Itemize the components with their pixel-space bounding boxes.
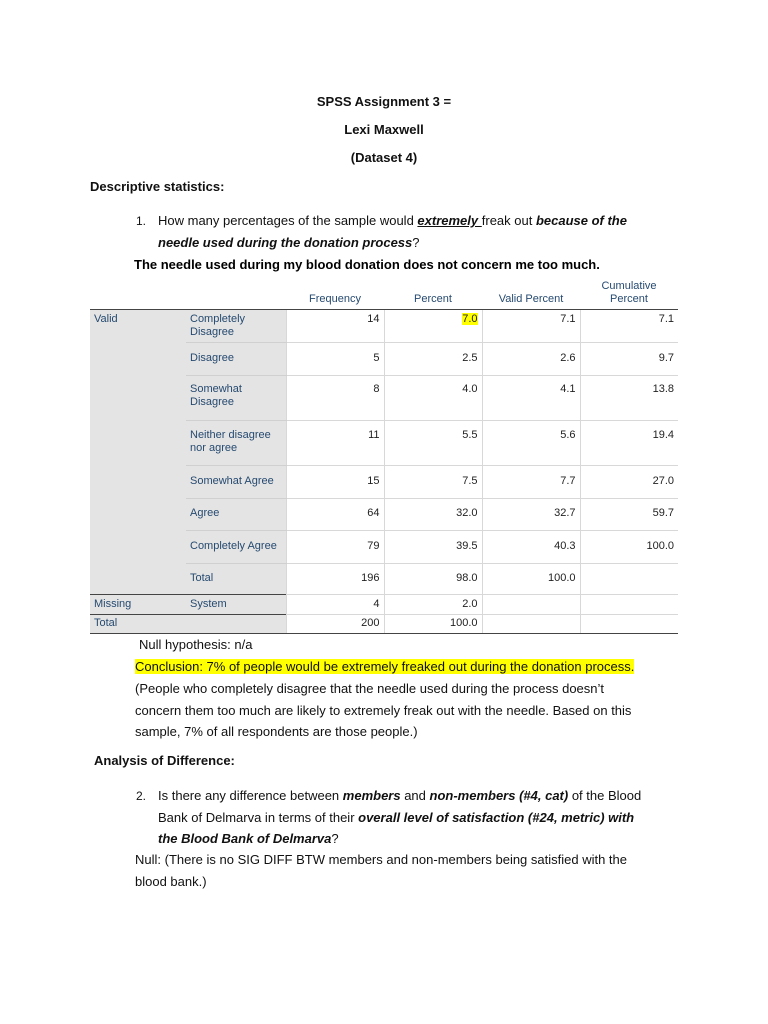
question-1-number: 1.	[136, 214, 147, 228]
col-header-valid-percent: Valid Percent	[482, 276, 580, 309]
table-title: The needle used during my blood donation does not concern me too much.	[134, 257, 600, 272]
group-label-valid: Valid	[90, 309, 186, 594]
col-header-cumulative-percent: Cumulative Percent	[580, 276, 678, 309]
table-row: Somewhat Disagree 8 4.0 4.1 13.8	[90, 375, 678, 420]
table-row: Total 196 98.0 100.0	[90, 563, 678, 594]
row-label: Completely Disagree	[186, 309, 286, 342]
row-label: Agree	[186, 498, 286, 530]
doc-author: Lexi Maxwell	[344, 122, 424, 137]
row-label: Completely Agree	[186, 530, 286, 563]
frequency-table	[90, 276, 678, 634]
highlighted-value: 7.0	[462, 312, 478, 325]
null-hypothesis-1: Null hypothesis: n/a	[139, 637, 253, 652]
null-hypothesis-2-line-1: Null: (There is no SIG DIFF BTW members and non-members being satisfied with the	[135, 852, 628, 867]
question-2-text: Is there any difference between members and non-members (#4, cat) of the Blood Bank of Delmarva in terms of their overall level of satisfaction (#24, metric) with the Blood Bank of Delmarva?	[158, 788, 642, 846]
row-label: Neither disagree nor agree	[186, 420, 286, 465]
doc-title: SPSS Assignment 3 =	[316, 94, 452, 109]
group-label-total: Total	[90, 614, 186, 633]
row-label: Total	[186, 563, 286, 594]
question-1-text: How many percentages of the sample would extremely freak out because of the needle used during the donation process?	[158, 213, 627, 250]
null-hypothesis-2-line-2: blood bank.)	[135, 874, 207, 889]
explanation-line-3: sample, 7% of all respondents are those people.)	[135, 724, 418, 739]
explanation-line-1: (People who completely disagree that the needle used during the process doesn’t	[135, 681, 605, 696]
section-heading-difference: Analysis of Difference:	[94, 753, 235, 768]
conclusion-text: Conclusion: 7% of people would be extremely freaked out during the donation process.	[135, 659, 635, 674]
table-row: Agree 64 32.0 32.7 59.7	[90, 498, 678, 530]
table-row: Missing System 4 2.0	[90, 594, 678, 614]
col-header-percent: Percent	[384, 276, 482, 309]
col-header-frequency: Frequency	[286, 276, 384, 309]
explanation-line-2: concern them too much are likely to extremely freak out with the needle. Based on this	[135, 703, 632, 718]
table-row: Valid Completely Disagree 14 7.0 7.1 7.1	[90, 309, 678, 342]
question-2-number: 2.	[136, 789, 147, 803]
section-heading-descriptive: Descriptive statistics:	[90, 179, 225, 194]
table-row: Completely Agree 79 39.5 40.3 100.0	[90, 530, 678, 563]
row-label: Somewhat Agree	[186, 465, 286, 498]
row-label: System	[186, 594, 286, 614]
table-row: Disagree 5 2.5 2.6 9.7	[90, 342, 678, 375]
row-label: Disagree	[186, 342, 286, 375]
table-row: Total 200 100.0	[90, 614, 678, 633]
table-row: Somewhat Agree 15 7.5 7.7 27.0	[90, 465, 678, 498]
row-label: Somewhat Disagree	[186, 375, 286, 420]
table-row: Neither disagree nor agree 11 5.5 5.6 19.4	[90, 420, 678, 465]
group-label-missing: Missing	[90, 594, 186, 614]
doc-dataset: (Dataset 4)	[350, 150, 418, 165]
